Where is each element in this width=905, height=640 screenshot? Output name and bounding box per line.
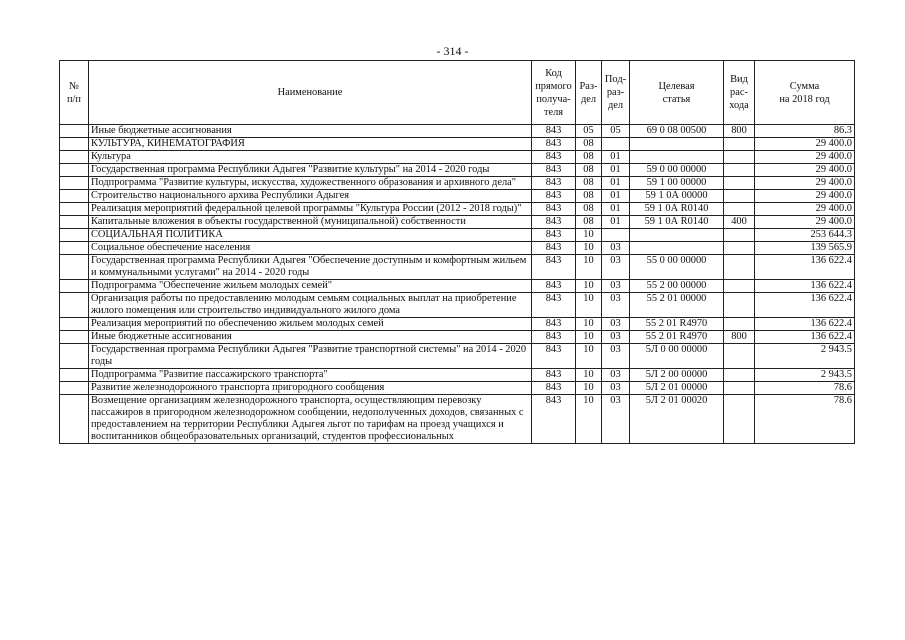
cell-target: 69 0 08 00500 <box>630 125 724 138</box>
cell-sum: 29 400.0 <box>755 164 855 177</box>
cell-name: Государственная программа Республики Адыгея "Обеспечение доступным и комфортным жильем и коммунальными услугами" на 2014 - 2020 годы <box>89 255 532 280</box>
cell-num <box>60 190 89 203</box>
header-target: Целевая статья <box>630 61 724 125</box>
cell-code: 843 <box>532 255 576 280</box>
cell-section: 08 <box>576 151 602 164</box>
cell-subsection <box>602 138 630 151</box>
cell-sum: 136 622.4 <box>755 293 855 318</box>
cell-code: 843 <box>532 125 576 138</box>
table-row <box>60 369 855 382</box>
cell-sum: 29 400.0 <box>755 151 855 164</box>
cell-name: Строительство национального архива Республики Адыгея <box>89 190 532 203</box>
cell-subsection: 03 <box>602 395 630 444</box>
cell-name: Государственная программа Республики Адыгея "Развитие транспортной системы" на 2014 - 2020 годы <box>89 344 532 369</box>
cell-section: 10 <box>576 395 602 444</box>
cell-code: 843 <box>532 138 576 151</box>
cell-exp-type <box>724 293 755 318</box>
cell-target <box>630 138 724 151</box>
cell-name: Иные бюджетные ассигнования <box>89 125 532 138</box>
cell-code: 843 <box>532 216 576 229</box>
budget-table <box>59 60 855 444</box>
cell-exp-type <box>724 190 755 203</box>
cell-code: 843 <box>532 369 576 382</box>
cell-num <box>60 177 89 190</box>
cell-code: 843 <box>532 242 576 255</box>
cell-target: 5Л 2 01 00020 <box>630 395 724 444</box>
cell-target: 55 2 00 00000 <box>630 280 724 293</box>
header-exp-type: Вид рас- хода <box>724 61 755 125</box>
cell-name: Капитальные вложения в объекты государственной (муниципальной) собственности <box>89 216 532 229</box>
table-row <box>60 125 855 138</box>
table-row <box>60 242 855 255</box>
cell-target: 59 0 00 00000 <box>630 164 724 177</box>
header-name: Наименование <box>89 61 532 125</box>
cell-exp-type: 800 <box>724 331 755 344</box>
cell-num <box>60 344 89 369</box>
cell-section: 08 <box>576 138 602 151</box>
table-row <box>60 138 855 151</box>
cell-name: Возмещение организациям железнодорожного транспорта, осуществляющим перевозку пассажиров в пригородном железнодорожном сообщении, недополученных доходов, связанных с предоставлением на территории Республики Адыгея льгот по тарифам на проезд учащихся и воспитанников общеобразовательных организаций, студентов профессиональных <box>89 395 532 444</box>
cell-sum: 29 400.0 <box>755 190 855 203</box>
cell-target: 55 2 01 R4970 <box>630 318 724 331</box>
cell-section: 10 <box>576 344 602 369</box>
cell-exp-type <box>724 318 755 331</box>
cell-target <box>630 151 724 164</box>
cell-code: 843 <box>532 177 576 190</box>
cell-num <box>60 293 89 318</box>
cell-target: 5Л 2 00 00000 <box>630 369 724 382</box>
cell-section: 10 <box>576 318 602 331</box>
page-number: - 314 - <box>436 44 469 58</box>
cell-name: КУЛЬТУРА, КИНЕМАТОГРАФИЯ <box>89 138 532 151</box>
cell-subsection: 01 <box>602 216 630 229</box>
cell-code: 843 <box>532 395 576 444</box>
cell-target: 59 1 00 00000 <box>630 177 724 190</box>
cell-exp-type <box>724 138 755 151</box>
cell-sum: 136 622.4 <box>755 318 855 331</box>
cell-target: 59 1 0А R0140 <box>630 203 724 216</box>
cell-code: 843 <box>532 151 576 164</box>
table-row <box>60 229 855 242</box>
cell-exp-type <box>724 395 755 444</box>
cell-subsection: 05 <box>602 125 630 138</box>
cell-exp-type <box>724 255 755 280</box>
cell-num <box>60 151 89 164</box>
cell-sum: 29 400.0 <box>755 138 855 151</box>
cell-section: 10 <box>576 293 602 318</box>
table-row <box>60 216 855 229</box>
cell-section: 10 <box>576 331 602 344</box>
cell-name: Подпрограмма "Развитие культуры, искусства, художественного образования и архивного дела" <box>89 177 532 190</box>
cell-exp-type <box>724 242 755 255</box>
table-row <box>60 151 855 164</box>
cell-num <box>60 164 89 177</box>
cell-num <box>60 280 89 293</box>
cell-subsection: 03 <box>602 382 630 395</box>
cell-subsection: 03 <box>602 369 630 382</box>
cell-subsection: 03 <box>602 255 630 280</box>
cell-num <box>60 382 89 395</box>
cell-subsection: 03 <box>602 280 630 293</box>
cell-code: 843 <box>532 344 576 369</box>
cell-section: 10 <box>576 255 602 280</box>
table-row <box>60 177 855 190</box>
cell-exp-type <box>724 280 755 293</box>
cell-code: 843 <box>532 318 576 331</box>
cell-sum: 86.3 <box>755 125 855 138</box>
cell-sum: 136 622.4 <box>755 331 855 344</box>
cell-num <box>60 331 89 344</box>
cell-sum: 2 943.5 <box>755 369 855 382</box>
cell-section: 08 <box>576 216 602 229</box>
cell-num <box>60 216 89 229</box>
cell-name: Культура <box>89 151 532 164</box>
header-section: Раз- дел <box>576 61 602 125</box>
cell-exp-type: 800 <box>724 125 755 138</box>
cell-target <box>630 242 724 255</box>
cell-sum: 136 622.4 <box>755 255 855 280</box>
cell-subsection: 03 <box>602 318 630 331</box>
cell-sum: 78.6 <box>755 395 855 444</box>
header-sum: Сумма на 2018 год <box>755 61 855 125</box>
cell-subsection: 01 <box>602 177 630 190</box>
cell-num <box>60 318 89 331</box>
cell-section: 08 <box>576 164 602 177</box>
cell-section: 08 <box>576 203 602 216</box>
cell-exp-type <box>724 177 755 190</box>
table-row <box>60 331 855 344</box>
cell-subsection: 03 <box>602 293 630 318</box>
cell-name: Государственная программа Республики Адыгея "Развитие культуры" на 2014 - 2020 годы <box>89 164 532 177</box>
cell-name: Развитие железнодорожного транспорта пригородного сообщения <box>89 382 532 395</box>
cell-name: Социальное обеспечение населения <box>89 242 532 255</box>
cell-sum: 139 565.9 <box>755 242 855 255</box>
cell-name: Реализация мероприятий по обеспечению жильем молодых семей <box>89 318 532 331</box>
cell-code: 843 <box>532 229 576 242</box>
table-row <box>60 344 855 369</box>
table-row <box>60 190 855 203</box>
cell-sum: 29 400.0 <box>755 177 855 190</box>
cell-target: 55 0 00 00000 <box>630 255 724 280</box>
header-code: Код прямого получа- теля <box>532 61 576 125</box>
cell-target: 55 2 01 R4970 <box>630 331 724 344</box>
cell-exp-type <box>724 229 755 242</box>
cell-subsection: 03 <box>602 344 630 369</box>
cell-name: Подпрограмма "Развитие пассажирского транспорта" <box>89 369 532 382</box>
cell-exp-type <box>724 382 755 395</box>
cell-sum: 2 943.5 <box>755 344 855 369</box>
cell-sum: 253 644.3 <box>755 229 855 242</box>
cell-section: 10 <box>576 369 602 382</box>
cell-num <box>60 395 89 444</box>
cell-code: 843 <box>532 382 576 395</box>
cell-code: 843 <box>532 164 576 177</box>
table-row <box>60 164 855 177</box>
header-subsection: Под- раз- дел <box>602 61 630 125</box>
header-num: № п/п <box>60 61 89 125</box>
cell-subsection: 03 <box>602 242 630 255</box>
cell-section: 08 <box>576 177 602 190</box>
cell-sum: 29 400.0 <box>755 203 855 216</box>
cell-exp-type <box>724 164 755 177</box>
cell-subsection: 01 <box>602 203 630 216</box>
cell-subsection: 03 <box>602 331 630 344</box>
cell-name: Иные бюджетные ассигнования <box>89 331 532 344</box>
cell-section: 10 <box>576 242 602 255</box>
cell-exp-type <box>724 203 755 216</box>
cell-code: 843 <box>532 203 576 216</box>
table-row <box>60 255 855 280</box>
cell-exp-type <box>724 344 755 369</box>
cell-exp-type <box>724 151 755 164</box>
cell-num <box>60 229 89 242</box>
cell-num <box>60 203 89 216</box>
cell-num <box>60 242 89 255</box>
cell-section: 10 <box>576 229 602 242</box>
cell-subsection: 01 <box>602 151 630 164</box>
table-row <box>60 203 855 216</box>
cell-subsection <box>602 229 630 242</box>
cell-section: 08 <box>576 190 602 203</box>
cell-sum: 78.6 <box>755 382 855 395</box>
cell-subsection: 01 <box>602 164 630 177</box>
cell-section: 10 <box>576 280 602 293</box>
cell-code: 843 <box>532 293 576 318</box>
table-row <box>60 280 855 293</box>
table-row <box>60 382 855 395</box>
table-header-row <box>60 61 855 125</box>
cell-exp-type <box>724 369 755 382</box>
cell-name: Организация работы по предоставлению молодым семьям социальных выплат на приобретение жилого помещения или строительство индивидуального жилого дома <box>89 293 532 318</box>
table-row <box>60 318 855 331</box>
cell-code: 843 <box>532 331 576 344</box>
cell-num <box>60 369 89 382</box>
cell-num <box>60 125 89 138</box>
cell-code: 843 <box>532 190 576 203</box>
cell-target: 59 1 0А 00000 <box>630 190 724 203</box>
cell-target: 5Л 0 00 00000 <box>630 344 724 369</box>
cell-target: 55 2 01 00000 <box>630 293 724 318</box>
cell-num <box>60 255 89 280</box>
table-row <box>60 395 855 444</box>
cell-sum: 29 400.0 <box>755 216 855 229</box>
table-row <box>60 293 855 318</box>
cell-target: 59 1 0А R0140 <box>630 216 724 229</box>
cell-subsection: 01 <box>602 190 630 203</box>
cell-name: СОЦИАЛЬНАЯ ПОЛИТИКА <box>89 229 532 242</box>
cell-sum: 136 622.4 <box>755 280 855 293</box>
cell-name: Подпрограмма "Обеспечение жильем молодых семей" <box>89 280 532 293</box>
cell-name: Реализация мероприятий федеральной целевой программы "Культура России (2012 - 2018 годы)" <box>89 203 532 216</box>
cell-exp-type: 400 <box>724 216 755 229</box>
cell-code: 843 <box>532 280 576 293</box>
cell-num <box>60 138 89 151</box>
cell-target <box>630 229 724 242</box>
cell-target: 5Л 2 01 00000 <box>630 382 724 395</box>
cell-section: 05 <box>576 125 602 138</box>
cell-section: 10 <box>576 382 602 395</box>
